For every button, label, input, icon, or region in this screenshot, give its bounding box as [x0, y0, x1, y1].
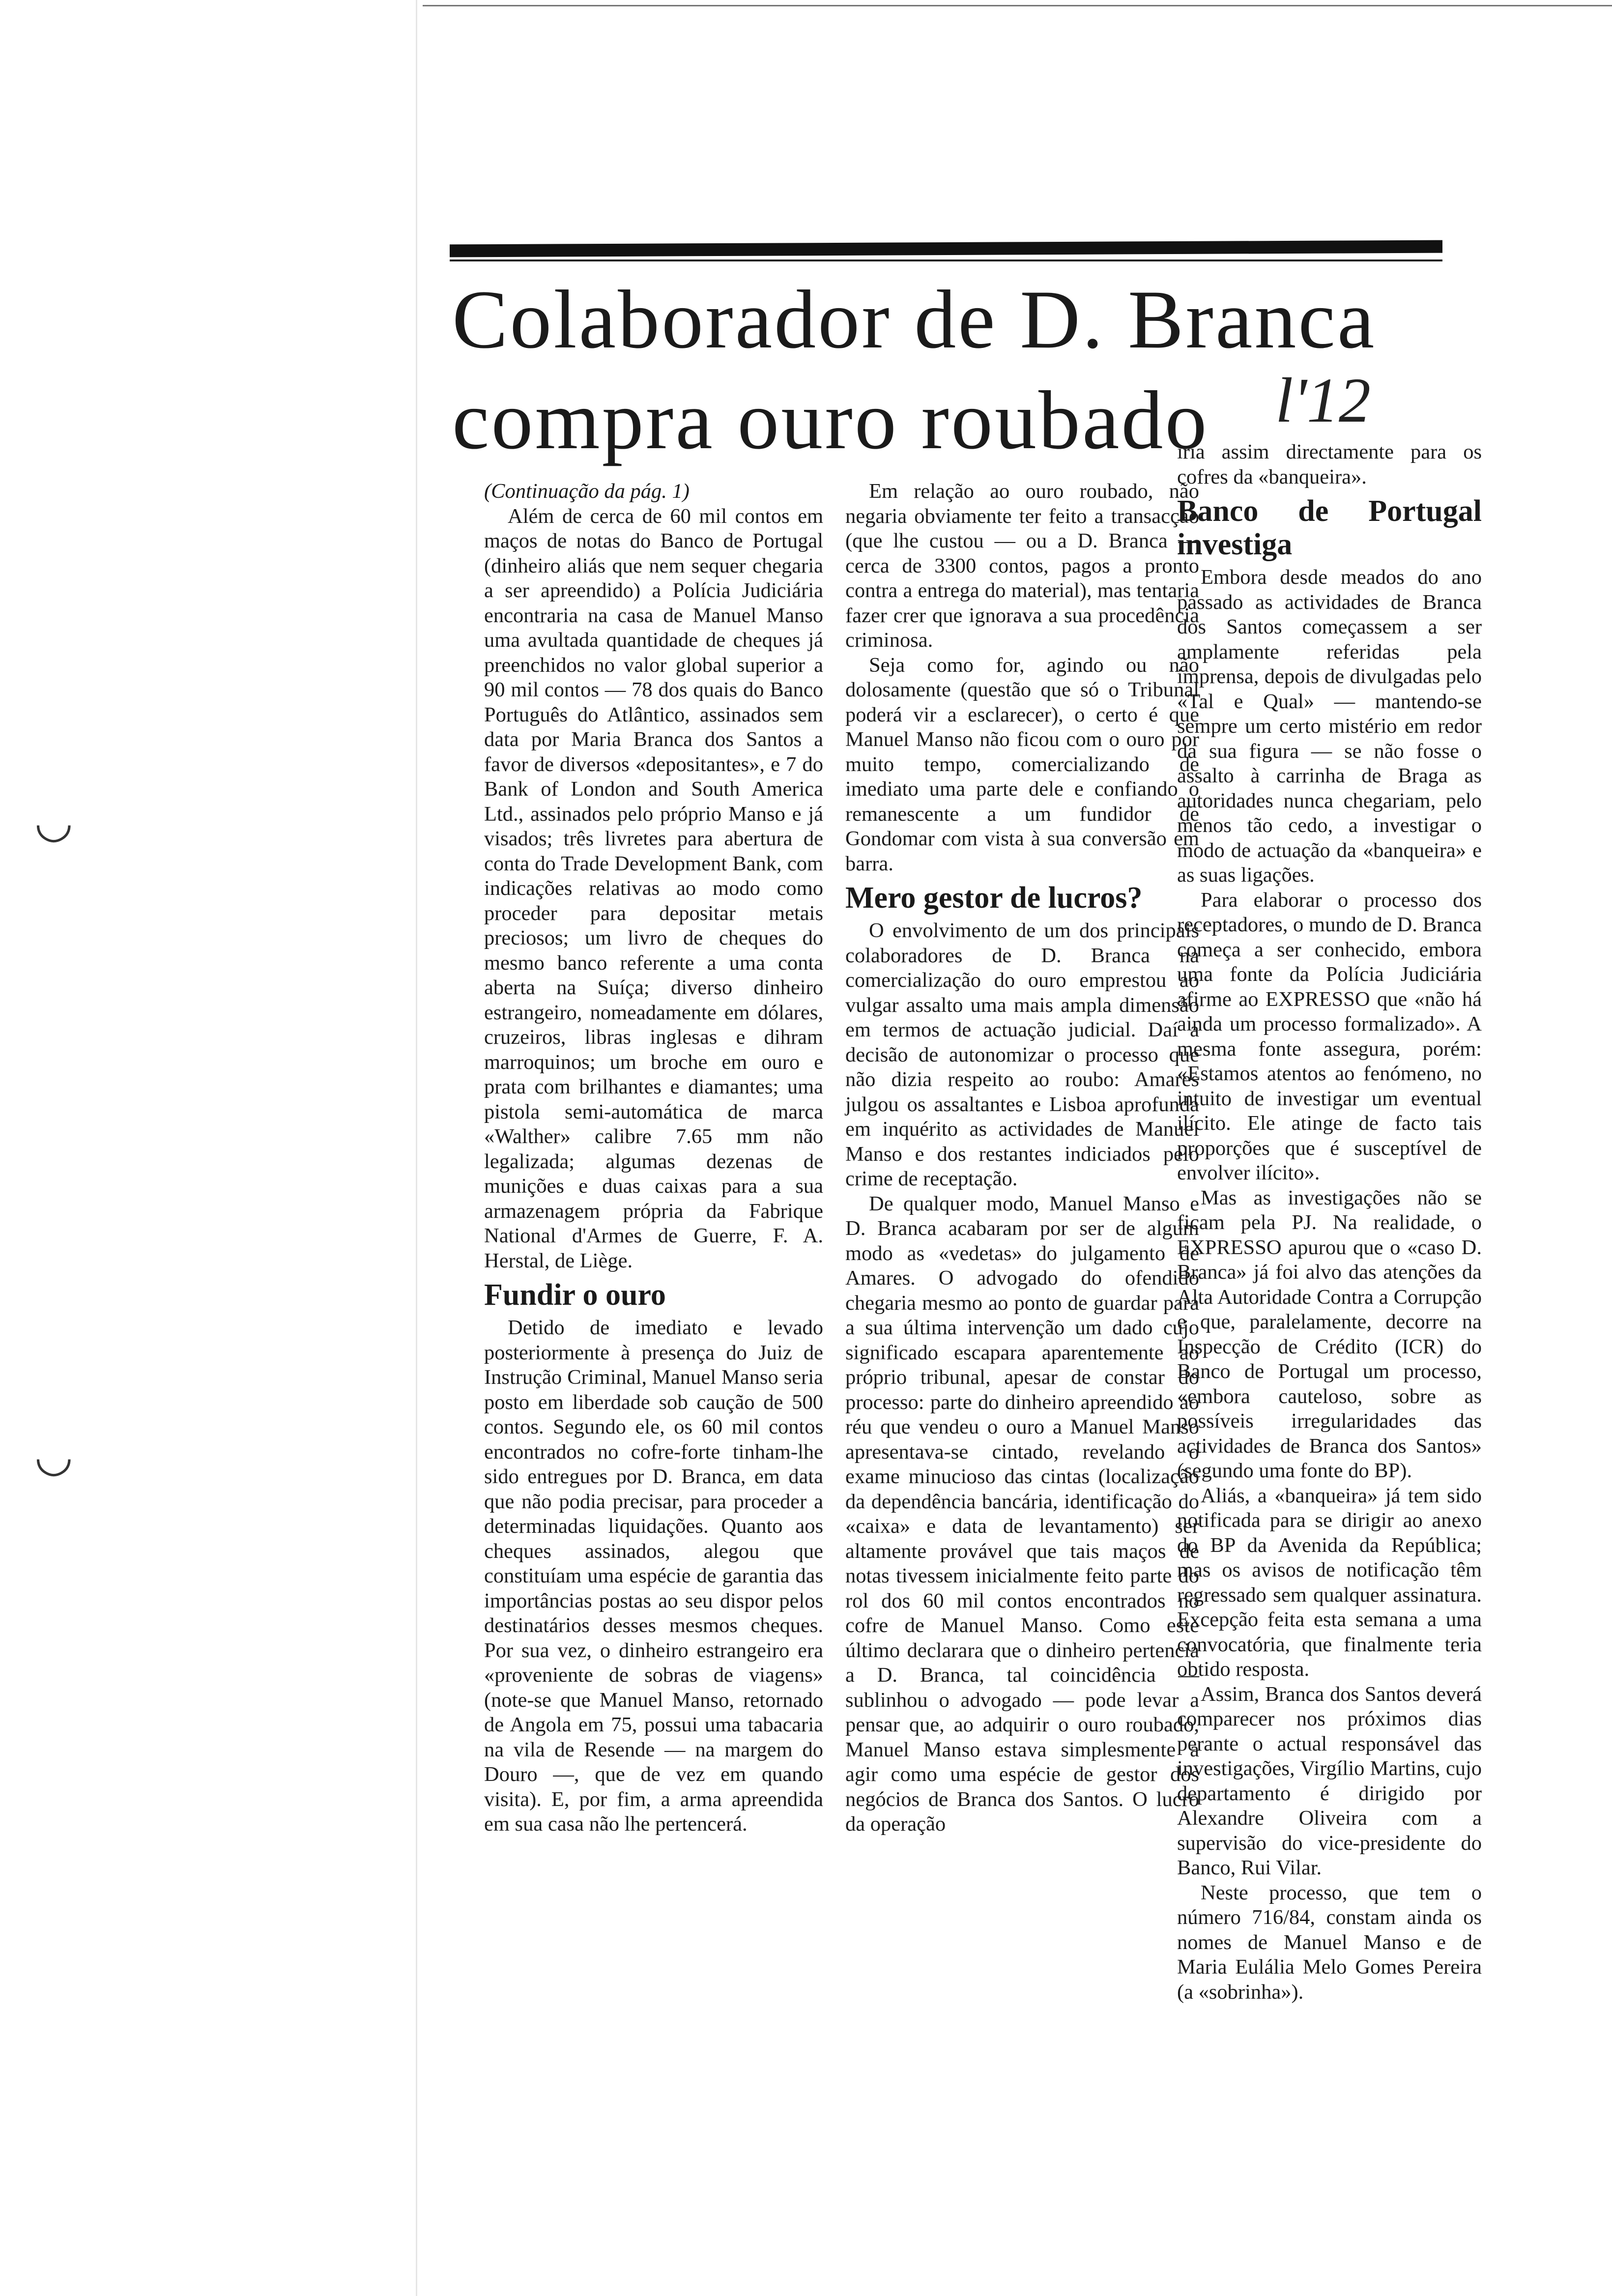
paragraph: Em relação ao ouro roubado, não negaria obviamente ter feito a transacção (que lhe custou — ou a D. Branca — cerca de 3300 contos, pagos a pronto contra a entrega do material), mas tentaria fazer crer que ignorava a sua procedência criminosa.: [845, 480, 1199, 652]
article-column-3: [1177, 440, 1482, 2005]
paragraph: Embora desde meados do ano passado as actividades de Branca dos Santos começassem a ser amplamente referidas pela imprensa, depois de divulgadas pelo «Tal e Qual» — mantendo-se sempre um certo mistério em redor da sua figura — se não fosse o assalto à carrinha de Braga as autoridades nunca chegariam, pelo menos tão cedo, a investigar o modo de actuação da «banqueira» e as suas ligações.: [1177, 566, 1482, 887]
article-column-1: [484, 479, 823, 1837]
headline-rule-thick: [450, 240, 1442, 258]
paragraph: iria assim directamente para os cofres da «banqueira».: [1177, 440, 1482, 488]
paragraph: Neste processo, que tem o número 716/84, constam ainda os nomes de Manuel Manso e de Maria Eulália Melo Gomes Pereira (a «sobrinha»).: [1177, 1881, 1482, 2004]
page-edge-shadow: [416, 0, 417, 2296]
headline-line-1: Colaborador de D. Branca: [452, 273, 1377, 366]
headline-line-2: compra ouro roubado: [452, 374, 1209, 466]
paragraph: Além de cerca de 60 mil contos em maços de notas do Banco de Portugal (dinheiro aliás que nem sequer chegaria a ser apreendido) a Polícia Judiciária encontraria na casa de Manuel Manso uma avultada quantidade de cheques já preenchidos no valor global superior a 90 mil contos — 78 dos quais do Banco Português do Atlântico, assinados sem data por Maria Branca dos Santos a favor de diversos «depositantes», e 7 do Bank of London and South America Ltd., assinados pelo próprio Manso e já visados; três livretes para abertura de conta do Trade Development Bank, com indicações relativas ao modo como proceder para depositar metais preciosos; um livro de cheques do mesmo banco referente a uma conta aberta na Suíça; diverso dinheiro estrangeiro, nomeadamente em dólares, cruzeiros, libras inglesas e dihram marroquinos; um broche em ouro e prata com brilhantes e diamantes; uma pistola semi-automática de marca «Walther» calibre 7.65 mm não legalizada; algumas dezenas de munições e duas caixas para a sua armazenagem própria da Fabrique National d'Armes de Guerre, F. A. Herstal, de Liège.: [484, 504, 823, 1272]
paragraph: Aliás, a «banqueira» já tem sido notificada para se dirigir ao anexo do BP da Avenida da República; mas os avisos de notificação têm regressado sem qualquer assinatura. Excepção feita esta semana a uma convocatória, que finalmente teria obtido resposta.: [1177, 1484, 1482, 1681]
continuation-note: (Continuação da pág. 1): [484, 480, 690, 503]
paragraph: De qualquer modo, Manuel Manso e D. Branca acabaram por ser de algum modo as «vedetas» do julgamento de Amares. O advogado do ofendido chegaria mesmo ao ponto de guardar para a sua última intervenção um dado cujo significado escapara aparentemente ao próprio tribunal, apesar de constar do processo: parte do dinheiro apreendido ao réu que vendeu o ouro a Manuel Manso apresentava-se cintado, revelando o exame minucioso das cintas (localização da dependência bancária, identificação do «caixa» e data de levantamento) ser altamente provável que tais maços de notas tivessem inicialmente feito parte do rol dos 60 mil contos encontrados no cofre de Manuel Manso. Como este último declarara que o dinheiro pertencia a D. Branca, tal coincidência — sublinhou o advogado — pode levar a pensar que, ao adquirir o ouro roubado, Manuel Manso estava simplesmente a agir como uma espécie de gestor dos negócios de Branca dos Santos. O lucro da operação: [845, 1192, 1199, 1836]
handwritten-mark: l'12: [1275, 365, 1371, 436]
subheading: Mero gestor de lucros?: [845, 881, 1143, 915]
paragraph: Para elaborar o processo dos receptadores, o mundo de D. Branca começa a ser conhecido, embora uma fonte da Polícia Judiciária afirme ao EXPRESSO que «não há ainda um processo formalizado». A mesma fonte assegura, porém: «Estamos atentos ao fenómeno, no intuito de investigar um eventual ilícito. Ele atinge de facto tais proporções que é susceptível de envolver ilícito».: [1177, 888, 1482, 1184]
margin-mark-1: ◡: [34, 798, 73, 847]
scan-top-line: [423, 5, 1612, 6]
subheading: Banco de Portugal investiga: [1177, 494, 1482, 561]
paragraph: Detido de imediato e levado posteriormente à presença do Juiz de Instrução Criminal, Manuel Manso seria posto em liberdade sob caução de 500 contos. Segundo ele, os 60 mil contos encontrados no cofre-forte tinham-lhe sido entregues por D. Branca, em data que não podia precisar, para proceder a determinadas liquidações. Quanto aos cheques assinados, alegou que constituíam uma espécie de garantia das importâncias postas ao seu dispor pelos destinatários desses mesmos cheques. Por sua vez, o dinheiro estrangeiro era «proveniente de sobras de viagens» (note-se que Manuel Manso, retornado de Angola em 75, possui uma tabacaria na vila de Resende — na margem do Douro —, que de vez em quando visita). E, por fim, a arma apreendida em sua casa não lhe pertencerá.: [484, 1316, 823, 1836]
paragraph: Seja como for, agindo ou não dolosamente (questão que só o Tribunal poderá vir a esclarecer), o certo é que Manuel Manso não ficou com o ouro por muito tempo, comercializando de imediato uma parte dele e confiando o remanescente a um fundidor de Gondomar com vista à sua conversão em barra.: [845, 653, 1199, 875]
subheading: Fundir o ouro: [484, 1278, 666, 1312]
paragraph: Assim, Branca dos Santos deverá comparecer nos próximos dias perante o actual responsável das investigações, Virgílio Martins, cujo departamento é dirigido por Alexandre Oliveira com a supervisão do vice-presidente do Banco, Rui Vilar.: [1177, 1682, 1482, 1879]
article-column-2: [845, 479, 1199, 1837]
paragraph: O envolvimento de um dos principais colaboradores de D. Branca na comercialização do ouro emprestou ao vulgar assalto uma mais ampla dimensão em termos de actuação judicial. Daí a decisão de autonomizar o processo que não dizia respeito ao roubo: Amares julgou os assaltantes e Lisboa aprofunda em inquérito as actividades de Manuel Manso e dos restantes indiciados pelo crime de receptação.: [845, 919, 1199, 1190]
headline-rule-thin: [450, 259, 1442, 261]
paragraph: Mas as investigações não se ficam pela PJ. Na realidade, o EXPRESSO apurou que o «caso D. Branca» já foi alvo das atenções da Alta Autoridade Contra a Corrupção e que, paralelamente, decorre na Inspecção de Crédito (ICR) do Banco de Portugal um processo, «embora cauteloso, sobre as possíveis irregularidades das actividades de Branca dos Santos» (segundo uma fonte do BP).: [1177, 1186, 1482, 1482]
margin-mark-2: ◡: [34, 1432, 73, 1481]
